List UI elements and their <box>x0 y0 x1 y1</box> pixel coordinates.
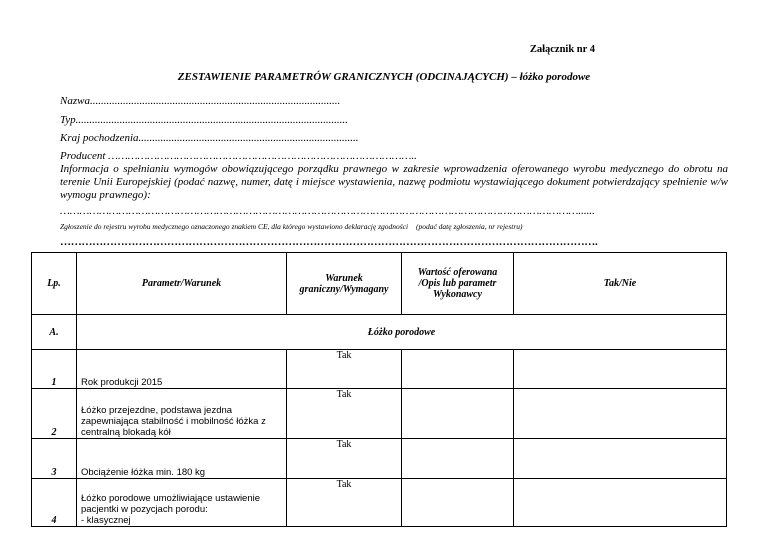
producer-field: Producent ………………………………………………………………………………….. <box>60 150 417 162</box>
row-required: Tak <box>287 479 402 527</box>
compliance-dots-line: ……………………………………………………………………………………………………………………………………………...... <box>60 205 595 217</box>
row-offered-cell[interactable] <box>402 439 514 479</box>
row-yesno-cell[interactable] <box>514 479 727 527</box>
row-lp: 3 <box>32 439 77 479</box>
attachment-number: Załącznik nr 4 <box>529 44 595 55</box>
registration-note <box>60 222 523 231</box>
compliance-info-text: Informacja o spełnianiu wymogów obowiązującego porządku prawnego w zakresie wprowadzenia oferowanego wyrobu medycznego do obrotu na terenie Unii Europejskiej (podać nazwę, numer, datę i miejsce wystawienia, nazwę podmiotu wystawiającego dokument potwierdzający spełnienie w/w wymogu prawnego): <box>60 163 728 201</box>
row-param: Łóżko porodowe umożliwiające ustawienie pacjentki w pozycjach porodu: - klasycznej <box>77 479 287 527</box>
row-param: Łóżko przejezdne, podstawa jezdna zapewniająca stabilność i mobilność łóżka z centralną blokadą kół <box>77 389 287 439</box>
section-label: Łóżko porodowe <box>77 315 727 350</box>
row-lp: 1 <box>32 350 77 389</box>
registration-note-left: Zgłoszenie do rejestru wyrobu medycznego oznaczonego znakiem CE, dla którego wystawiono deklarację zgodności <box>60 222 409 231</box>
row-lp: 2 <box>32 389 77 439</box>
row-offered-cell[interactable] <box>402 350 514 389</box>
table-row <box>32 479 727 527</box>
country-field: Kraj pochodzenia................................................................................ <box>60 132 359 144</box>
name-field: Nazwa........................................................................................... <box>60 95 341 107</box>
parameters-table <box>31 252 727 527</box>
header-lp: Lp. <box>32 253 77 315</box>
section-row <box>32 315 727 350</box>
row-required: Tak <box>287 389 402 439</box>
row-yesno-cell[interactable] <box>514 439 727 479</box>
header-param: Parametr/Warunek <box>77 253 287 315</box>
header-yesno: Tak/Nie <box>514 253 727 315</box>
row-yesno-cell[interactable] <box>514 389 727 439</box>
table-row <box>32 350 727 389</box>
row-offered-cell[interactable] <box>402 479 514 527</box>
header-required: Warunek graniczny/Wymagany <box>287 253 402 315</box>
registration-note-right: (podać datę zgłoszenia, nr rejestru) <box>415 222 523 231</box>
row-required: Tak <box>287 439 402 479</box>
header-offered: Wartość oferowana /Opis lub parametr Wykonawcy <box>402 253 514 315</box>
table-header-row <box>32 253 727 315</box>
row-offered-cell[interactable] <box>402 389 514 439</box>
row-required: Tak <box>287 350 402 389</box>
row-param: Rok produkcji 2015 <box>77 350 287 389</box>
section-lp: A. <box>32 315 77 350</box>
type-field: Typ................................................................................................... <box>60 114 348 126</box>
table-row <box>32 389 727 439</box>
table-row <box>32 439 727 479</box>
bold-dots-line: ……………………………………………………………………………………………………………………………………. <box>60 236 598 248</box>
row-yesno-cell[interactable] <box>514 350 727 389</box>
row-lp: 4 <box>32 479 77 527</box>
row-param: Obciążenie łóżka min. 180 kg <box>77 439 287 479</box>
document-title: ZESTAWIENIE PARAMETRÓW GRANICZNYCH (ODCINAJĄCYCH) – łóżko porodowe <box>177 71 591 83</box>
